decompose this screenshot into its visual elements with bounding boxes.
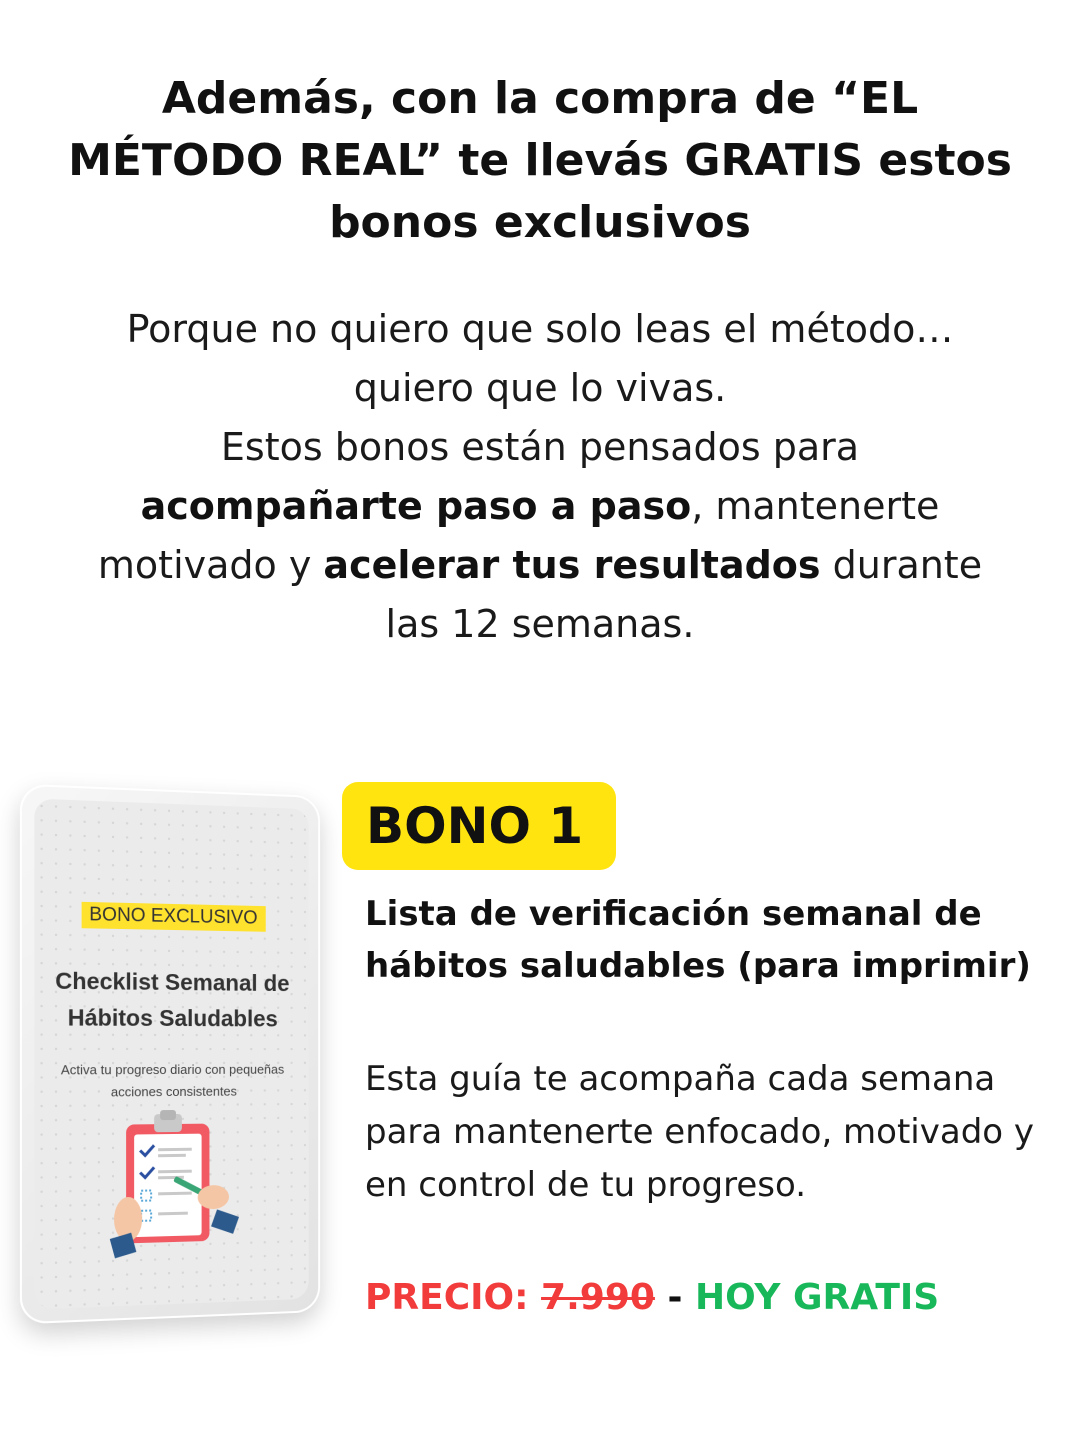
ebook-subtitle-line-1: Activa tu progreso diario con pequeñas [60,1061,285,1078]
bono-badge: BONO 1 [342,782,616,870]
intro-line-1: Porque no quiero que solo leas el método… [126,307,954,351]
intro-line-4 [40,477,1040,536]
bono-exclusivo-tag: BONO EXCLUSIVO [81,902,265,932]
intro-line-5-start: motivado y [97,543,324,587]
intro-bold-accompany: acompañarte paso a paso [140,484,692,528]
intro-line-5 [40,536,1040,595]
intro-line-5-end: durante [820,543,983,587]
price-line [365,1272,1065,1324]
bono-title: Lista de verificación semanal de hábitos saludables (para imprimir) [365,894,1031,986]
price-free: HOY GRATIS [694,1277,940,1318]
ebook-title [34,962,308,1036]
headline-line-3: bonos exclusivos [329,197,751,248]
clipboard-checklist-icon [98,1105,247,1278]
headline-line-2: MÉTODO REAL” te llevás GRATIS estos [68,135,1012,186]
headline [40,68,1040,254]
ebook-subtitle-line-2: acciones consistentes [110,1083,237,1100]
headline-line-1: Además, con la compra de “EL [161,73,919,124]
bono-description: Esta guía te acompaña cada semana para mantenerte enfocado, motivado y en control de tu progreso. [365,1059,1035,1205]
price-old: 7.990 [541,1277,655,1318]
ebook-subtitle [34,1059,308,1104]
intro-line-6: las 12 semanas. [385,602,695,646]
price-separator: - [654,1277,695,1318]
ebook-title-line-2: Hábitos Saludables [67,1004,278,1032]
price-label: PRECIO: [365,1277,542,1318]
ebook-title-line-1: Checklist Semanal de [55,967,290,997]
intro-line-3: Estos bonos están pensados para [220,425,860,469]
intro-line-2: quiero que lo vivas. [353,366,727,410]
intro-bold-accelerate: acelerar tus resultados [323,543,821,587]
tablet-mockup [20,784,320,1325]
tablet-screen [34,799,308,1310]
intro-line-4-rest: , mantenerte [691,484,940,528]
intro-paragraph [40,300,1040,654]
